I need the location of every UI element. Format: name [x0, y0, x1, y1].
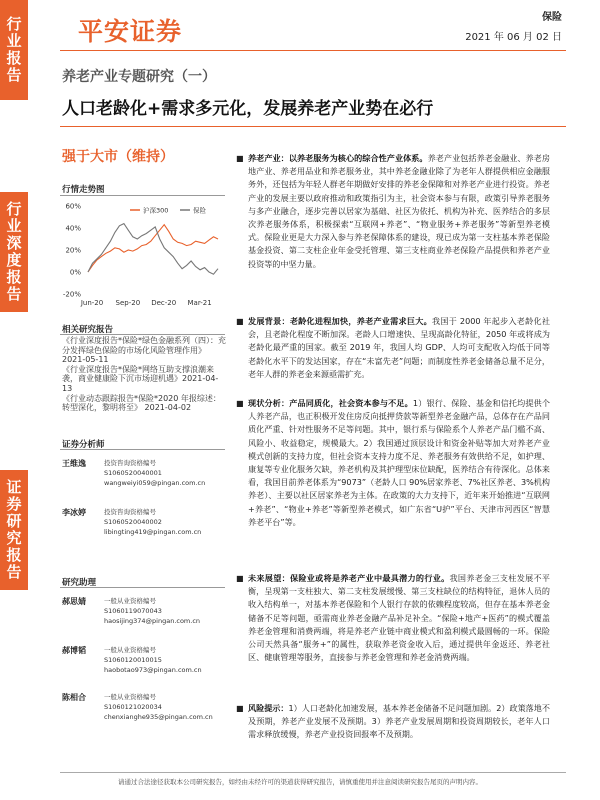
sidebar	[0, 0, 28, 800]
assistant-email[interactable]: haosijing374@pingan.com.cn	[104, 617, 201, 625]
sidebar-tag-securities-research: 证券研究报告	[0, 470, 28, 590]
paragraph-lead: 未来展望：保险业或将是养老产业中最具潜力的行业。	[248, 573, 450, 583]
related-report-item[interactable]: 《行业动态跟踪报告*保险*2020 年报综述：转型深化，黎明将至》 2021-04-02	[62, 393, 221, 413]
summary-paragraph	[236, 397, 550, 529]
analysts-divider	[60, 449, 225, 450]
assistant-id: S1060121020034	[104, 703, 162, 711]
paragraph-lead: 风险提示：	[248, 703, 289, 713]
x-tick-label: Jun-20	[80, 299, 104, 307]
summary-paragraph	[236, 572, 550, 664]
header-divider	[60, 50, 566, 51]
analyst-email[interactable]: wangweiyi059@pingan.com.cn	[104, 479, 206, 487]
analyst-name: 王维逸	[62, 459, 86, 468]
series-line	[88, 225, 218, 272]
assistants-heading: 研究助理	[62, 578, 97, 588]
y-tick-label: 60%	[65, 202, 81, 211]
x-tick-label: Mar-21	[187, 299, 212, 307]
bullet-icon: ■	[236, 154, 244, 163]
company-logo: 平安证券	[78, 17, 183, 46]
assistant-id: S1060119070043	[104, 607, 162, 615]
summary-paragraph	[236, 152, 550, 271]
bullet-icon: ■	[236, 704, 244, 713]
paragraph-body: 养老产业包括养老金融业、养老房地产业、养老用品业和养老服务业，其中养老金融业除了为老年人群提供相应金融服务外，还包括为年轻人群老年期做好安排的养老金保障和对养老产业进行投资。养老产业的发展主要以政府推动和政策指引为主，社会资本参与有限，政策引导养老服务与多产业融合，逐步完善以居家为基础、社区为依托、机构为补充、医养结合的多层次养老服务体系，积极探索“互联网+养老”、“物业服务+养老服务”等新型养老模式。保险业更是大力深入参与养老保障体系的建设，现已成为第一支柱基本养老保险基金投资、第二支柱企业年金受托管理、第三支柱商业养老保险产品提供和养老产业投资等的中坚力量。	[248, 153, 550, 269]
analyst-id: S1060520040002	[104, 518, 162, 526]
assistant-name: 郝思婧	[62, 597, 86, 606]
series-line	[88, 224, 218, 275]
assistant-name: 郝博韬	[62, 646, 86, 655]
investment-rating: 强于大市（维持）	[62, 149, 174, 165]
related-report-item[interactable]: 《行业深度报告*保险*绿色金融系列（四）：充分发挥绿色保险的市场化风险管理作用》 2021-05-11	[62, 336, 226, 365]
y-tick-label: 0%	[69, 268, 81, 277]
analysts-heading: 证券分析师	[62, 440, 105, 450]
title-divider	[60, 126, 566, 127]
related-reports-heading: 相关研究报告	[62, 325, 114, 335]
report-title: 人口老龄化+需求多元化，发展养老产业势在必行	[62, 99, 434, 119]
summary-paragraph	[236, 315, 550, 381]
assistant-role: 一般从业资格编号	[104, 693, 156, 701]
related-report-item[interactable]: 《行业深度报告*保险*网络互助支撑浪潮来袭，商业健康险下沉市场迎机遇》2021-04-13	[62, 364, 219, 393]
paragraph-lead: 养老产业：以养老服务为核心的综合性产业体系。	[248, 153, 428, 163]
y-tick-label: -20%	[62, 290, 81, 299]
bullet-icon: ■	[236, 574, 244, 583]
trend-chart	[60, 200, 228, 312]
paragraph-body: 1）人口老龄化加速发展，基本养老金储备不足问题加剧。2）政策落地不及预期，养老产业发展不及预期。3）养老产业发展周期和投资周期较长，老年人口需求释放缓慢，养老产业投资回报率不及预期。	[248, 703, 550, 740]
paragraph-body: 我国于 2000 年起步入老龄化社会，且老龄化程度不断加深。老龄人口增速快、呈现高龄化特征，2050 年或将成为老龄化最严重的国家。截至 2019 年，我国人均 GDP、人均可支配收入均低于同等老龄化水平下的发达国家，存在“未富先老”问题；而制度性养老金储备总量不足分，老年人群的养老金来源亟需扩充。	[248, 316, 550, 379]
x-tick-label: Dec-20	[151, 299, 177, 307]
assistants-divider	[60, 587, 225, 588]
legend-label: 沪深300	[143, 206, 169, 215]
x-tick-label: Sep-20	[115, 299, 141, 307]
related-reports-list	[62, 336, 227, 413]
report-series: 养老产业专题研究（一）	[62, 69, 216, 85]
paragraph-lead: 现状分析：产品同质化，社会资本参与不足。	[248, 398, 413, 408]
analyst-role: 投资咨询资格编号	[104, 508, 156, 516]
industry-label: 保险	[542, 12, 562, 23]
analyst-id: S1060520040001	[104, 469, 162, 477]
assistant-role: 一般从业资格编号	[104, 597, 156, 605]
analyst-role: 投资咨询资格编号	[104, 459, 156, 467]
report-date: 2021 年 06 月 02 日	[465, 32, 562, 43]
footer-divider	[60, 772, 566, 773]
summary-paragraph	[236, 702, 550, 742]
trend-heading-divider	[60, 195, 225, 196]
analyst-name: 李冰婷	[62, 508, 86, 517]
paragraph-body: 我国养老金三支柱发展不平衡，呈现第一支柱独大、第二支柱发展缓慢、第三支柱缺位的结构特征，退休人员的收入结构单一，对基本养老保险和个人银行存款的依赖程度较高，但存在基本养老金储备不足等问题，亟需商业养老金融产品补足补全。“保险+地产+医药”的模式覆盖养老金管理和消费两端，将是养老产业链中商业模式和盈利模式最圆畅的一环。保险公司天然具备“服务+”的属性，获取养老资金收入后，通过提供年金返还、养老社区、健康管理等服务，直接参与养老金管理和养老金消费两端。	[248, 573, 550, 663]
sidebar-tag-deep-report: 行业深度报告	[0, 192, 28, 312]
assistant-email[interactable]: haobotao973@pingan.com.cn	[104, 666, 202, 674]
sidebar-tag-industry-report: 行业报告	[0, 0, 28, 100]
assistant-id: S1060120010015	[104, 656, 162, 664]
related-reports-divider	[60, 334, 225, 335]
assistant-email[interactable]: chenxianghe935@pingan.com.cn	[104, 713, 213, 721]
bullet-icon: ■	[236, 317, 244, 326]
trend-heading: 行情走势图	[62, 185, 105, 195]
bullet-icon: ■	[236, 399, 244, 408]
paragraph-lead: 发展背景：老龄化进程加快，养老产业需求巨大。	[248, 316, 432, 326]
assistant-role: 一般从业资格编号	[104, 646, 156, 654]
assistant-name: 陈相合	[62, 693, 86, 702]
analyst-email[interactable]: libingting419@pingan.com.cn	[104, 528, 202, 536]
paragraph-body: 1）银行、保险、基金和信托均提供个人养老产品，也正积极开发住房反向抵押贷款等新型养老金融产品，总体存在产品同质化严重、针对性服务不足等问题。其中，银行系与保险系个人养老产品门槛不高、风险小、收益稳定，规模最大。2）我国通过顶层设计和资金补贴等加大对养老产业模式创新的支持力度，但社会资本支持力度不足、养老服务有效供给不足，如护理、康复等专业化服务欠缺，养老机构及其护理型床位缺配，医养结合有待深化。总体来看，我国目前养老体系为“9073”（老龄人口 90%居家养老、7%社区养老、3%机构养老）、主要以社区居家养老为主体。在政策的大力支持下，近年来开始推进“互联网+养老”、“物业+养老”等新型养老模式，如广东省“U护”平台、天津市河西区“智慧养老平台”等。	[248, 398, 550, 527]
legend-label: 保险	[193, 206, 206, 215]
footer-disclaimer: 请通过合法途径获取本公司研究报告，如经由未经许可的渠道获得研究报告，请慎重使用并注意阅读研究报告尾页的声明内容。	[118, 778, 482, 786]
y-tick-label: 20%	[65, 246, 81, 255]
y-tick-label: 40%	[65, 224, 81, 233]
